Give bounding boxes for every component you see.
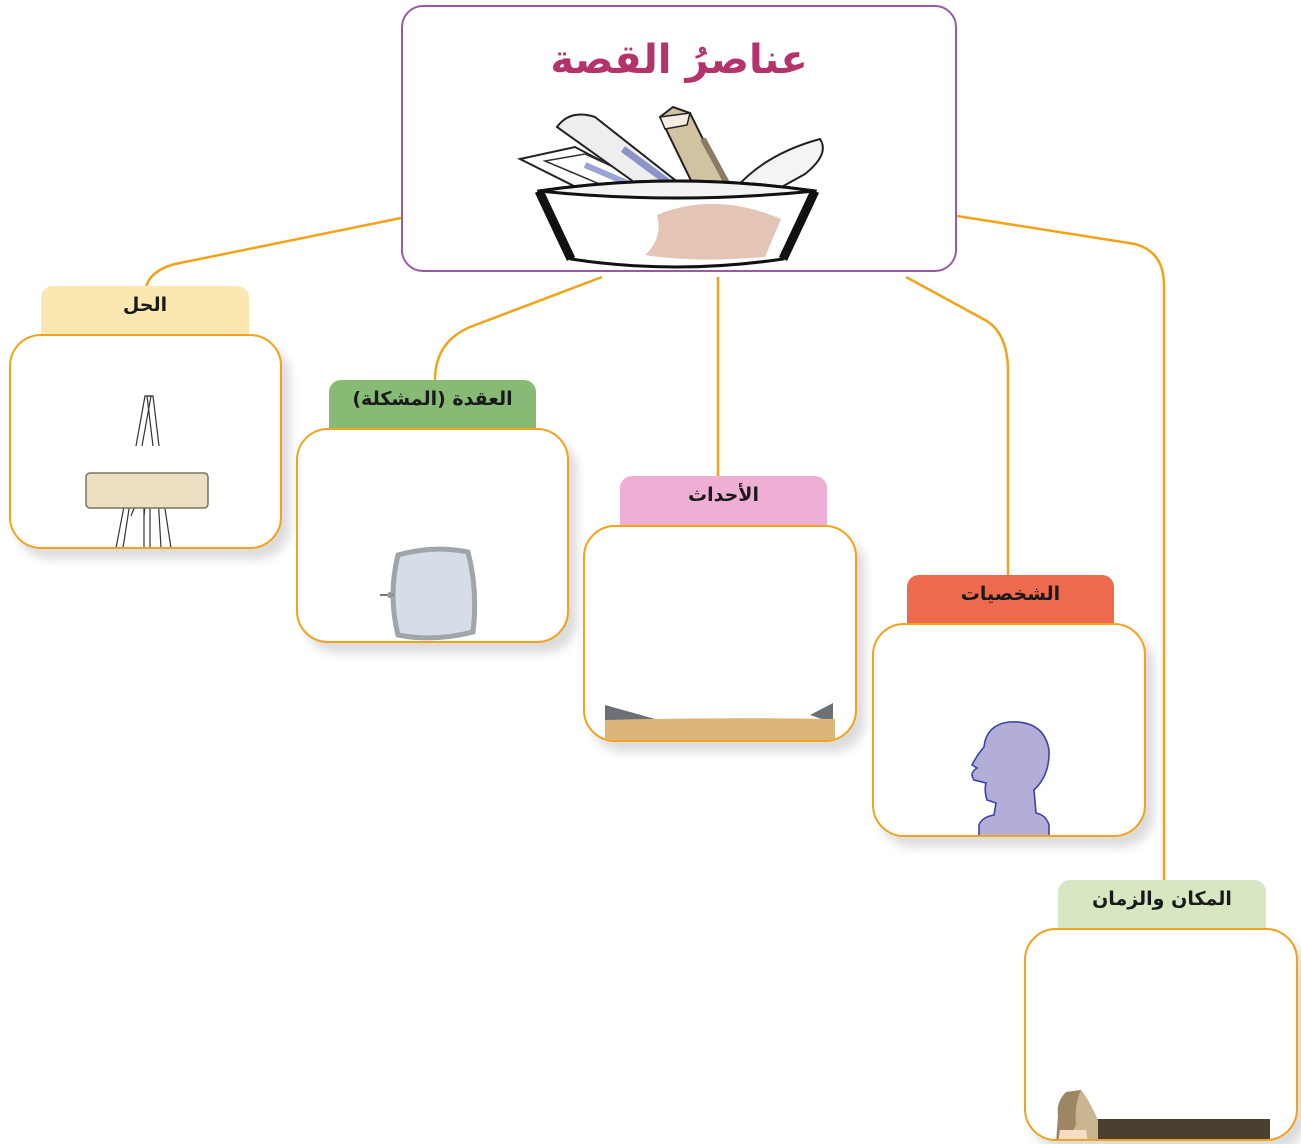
stage-icon (585, 527, 857, 742)
card-events (583, 525, 857, 742)
card-characters (872, 623, 1146, 837)
tab-events: الأحداث (620, 476, 827, 525)
head-silhouette-icon (874, 625, 1146, 837)
card-setting (1024, 928, 1298, 1141)
basket-of-papers-icon (515, 99, 835, 269)
connector-characters (906, 277, 1008, 575)
tab-solution: الحل (41, 286, 249, 334)
diagram-title: عناصرُ القصة (550, 37, 808, 83)
mirror-icon (298, 430, 569, 643)
tab-plot: العقدة (المشكلة) (329, 380, 536, 428)
story-elements-root (401, 5, 957, 272)
connector-plot (435, 277, 602, 380)
card-plot (296, 428, 569, 643)
easel-icon (11, 336, 282, 549)
connector-solution (145, 218, 401, 295)
card-solution (9, 334, 282, 549)
tab-characters: الشخصيات (907, 575, 1114, 623)
pencil-icon (1026, 930, 1298, 1141)
tab-setting: المكان والزمان (1058, 880, 1266, 928)
